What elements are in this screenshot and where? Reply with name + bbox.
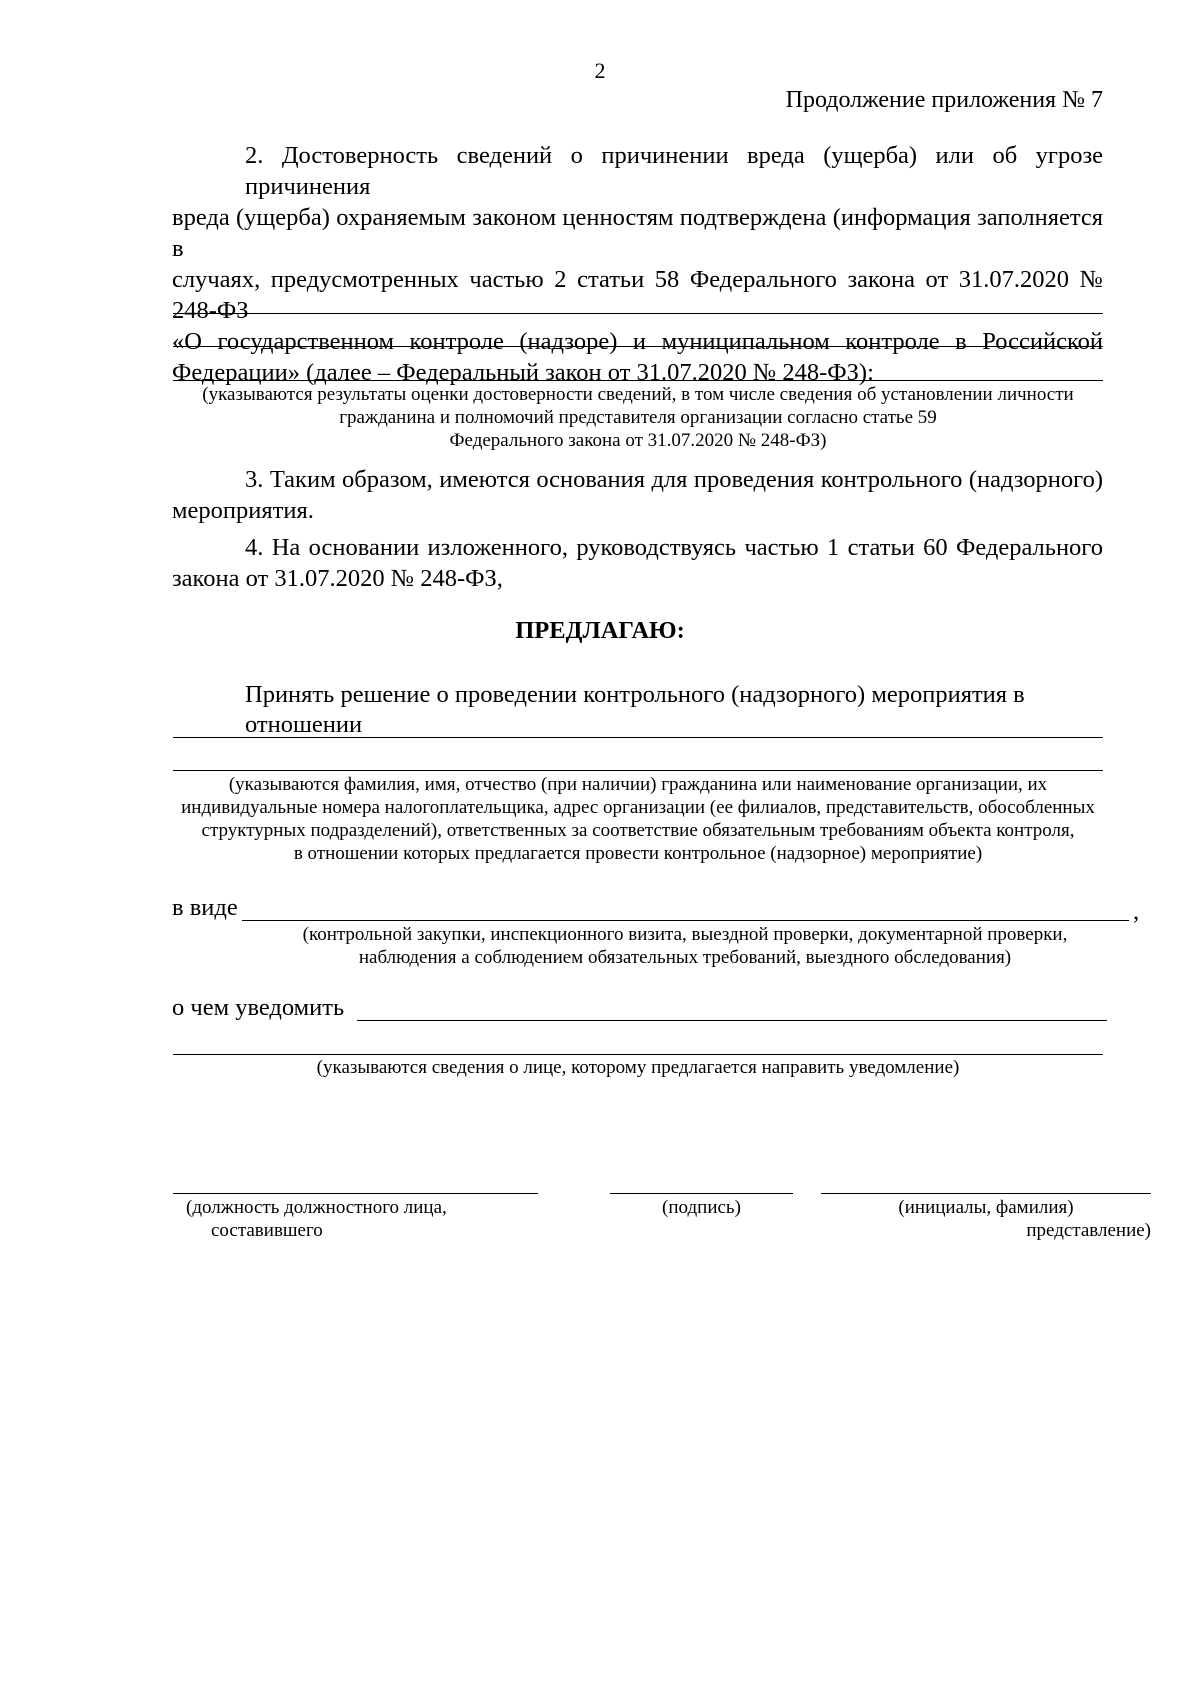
caption-line: составившего <box>211 1220 323 1241</box>
appendix-note: Продолжение приложения № 7 <box>785 87 1103 113</box>
page-number: 2 <box>594 58 606 83</box>
caption-line: индивидуальные номера налогоплательщика, адрес организации (ее филиалов, представительств, обособленных <box>181 797 1095 818</box>
caption-line: представление) <box>1026 1220 1151 1241</box>
notify-label: о чем уведомить <box>172 994 345 1021</box>
caption-line: гражданина и полномочий представителя организации согласно статье 59 <box>339 407 937 428</box>
form-label: в виде <box>172 894 238 921</box>
position-caption <box>186 1196 447 1242</box>
name-caption <box>821 1196 1151 1242</box>
proposal-heading: ПРЕДЛАГАЮ: <box>515 617 685 644</box>
caption-line: Федерального закона от 31.07.2020 № 248-ФЗ) <box>449 430 827 451</box>
caption-line: (инициалы, фамилия) <box>898 1197 1074 1218</box>
caption-line: наблюдения а соблюдением обязательных требований, выездного обследования) <box>358 947 1012 968</box>
position-fill-line[interactable] <box>173 1193 538 1194</box>
paragraph-2 <box>172 140 1103 388</box>
caption-subject <box>168 773 1108 865</box>
fill-line[interactable] <box>173 770 1103 771</box>
paragraph-2-line: «О государственном контроле (надзоре) и муниципальном контроле в Российской <box>172 328 1103 355</box>
paragraph-4-line: 4. На основании изложенного, руководствуясь частью 1 статьи 60 Федерального <box>245 534 1103 561</box>
fill-line[interactable] <box>173 1054 1103 1055</box>
fill-line[interactable] <box>173 737 1103 738</box>
signature-caption: (подпись) <box>662 1197 741 1218</box>
paragraph-2-line: Федерации» (далее – Федеральный закон от 31.07.2020 № 248-ФЗ): <box>172 359 874 386</box>
paragraph-3-line: мероприятия. <box>172 497 314 524</box>
fill-line[interactable] <box>173 346 1103 347</box>
caption-line: (должность должностного лица, <box>186 1197 447 1218</box>
caption-line: структурных подразделений), ответственных за соответствие обязательным требованиям объекта контроля, <box>201 820 1075 841</box>
paragraph-4-line: закона от 31.07.2020 № 248-ФЗ, <box>172 565 503 592</box>
paragraph-3-line: 3. Таким образом, имеются основания для проведения контрольного (надзорного) <box>245 466 1103 493</box>
paragraph-2-line: 2. Достоверность сведений о причинении вреда (ущерба) или об угрозе причинения <box>245 142 1103 200</box>
paragraph-2-line: вреда (ущерба) охраняемым законом ценностям подтверждена (информация заполняется в <box>172 204 1103 262</box>
fill-line[interactable] <box>173 313 1103 314</box>
caption-form <box>250 923 1120 969</box>
proposal-line: Принять решение о проведении контрольного (надзорного) мероприятия в отношении <box>245 681 1025 738</box>
form-fill-line[interactable] <box>242 920 1129 921</box>
caption-line: (контрольной закупки, инспекционного визита, выездной проверки, документарной проверки, <box>302 924 1068 945</box>
name-fill-line[interactable] <box>821 1193 1151 1194</box>
fill-line[interactable] <box>173 380 1103 381</box>
signature-fill-line[interactable] <box>610 1193 793 1194</box>
caption-line: (указываются результаты оценки достоверности сведений, в том числе сведения об установлении личности <box>202 384 1074 405</box>
paragraph-4 <box>172 532 1103 594</box>
caption-verification <box>173 383 1103 452</box>
caption-notify: (указываются сведения о лице, которому предлагается направить уведомление) <box>316 1057 960 1078</box>
form-comma: , <box>1133 898 1140 925</box>
caption-line: в отношении которых предлагается провести контрольное (надзорное) мероприятие) <box>293 843 983 864</box>
notify-fill-line[interactable] <box>357 1020 1107 1021</box>
paragraph-3 <box>172 464 1103 526</box>
caption-line: (указываются фамилия, имя, отчество (при наличии) гражданина или наименование организации, их <box>228 774 1048 795</box>
paragraph-2-line: случаях, предусмотренных частью 2 статьи 58 Федерального закона от 31.07.2020 № 248-ФЗ <box>172 266 1103 324</box>
